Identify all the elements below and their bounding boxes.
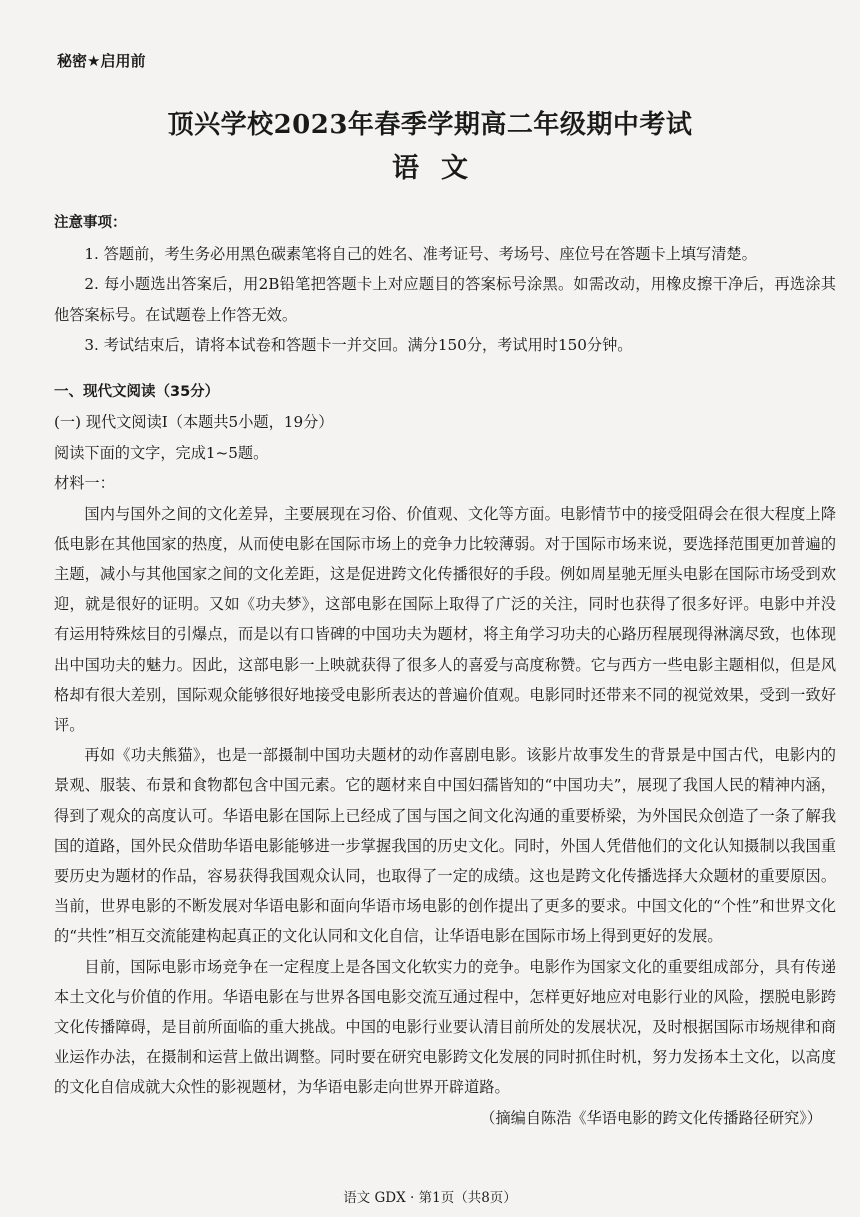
notice-item-1: 1. 答题前，考生务必用黑色碳素笔将自己的姓名、准考证号、考场号、座位号在答题卡上填写清楚。 xyxy=(84,244,757,263)
reading-instruction: 阅读下面的文字，完成1~5题。 xyxy=(54,443,269,462)
exam-title: 顶兴学校2023年春季学期高二年级期中考试 xyxy=(167,110,693,140)
notice-item-3: 3. 考试结束后，请将本试卷和答题卡一并交回。满分150分，考试用时150分钟。 xyxy=(84,336,633,354)
material-label: 材料一： xyxy=(54,474,115,492)
page-footer: 语文 GDX · 第1页（共8页） xyxy=(343,1190,517,1206)
confidential-label: 秘密★启用前 xyxy=(57,52,146,70)
section-subheading: (一) 现代文阅读Ⅰ（本题共5小题，19分） xyxy=(54,413,334,431)
section-heading: 一、现代文阅读（35分） xyxy=(54,383,220,400)
passage-paragraph-3: 目前，国际电影市场竞争在一定程度上是各国文化软实力的竞争。电影作为国家文化的重要组成部分，具有传递本土文化与价值的作用。华语电影在与世界各国电影交流互通过程中，怎样更好地应对电影行业的风险，摆脱电影跨文化传播障碍，是目前所面临的重大挑战。中国的电影行业要认清目前所处的发展状况，及时根据国际市场规律和商业运作办法，在摄制和运营上做出调整。同时要在研究电影跨文化发展的同时抓住时机，努力发扬本土文化，以高度的文化自信成就大众性的影视题材，为华语电影走向世界开辟道路。 xyxy=(54,957,836,1097)
passage-source: （摘编自陈浩《华语电影的跨文化传播路径研究》） xyxy=(480,1108,822,1127)
subject-title: 语文 xyxy=(392,153,490,184)
passage-paragraph-2: 再如《功夫熊猫》，也是一部摄制中国功夫题材的动作喜剧电影。该影片故事发生的背景是中国古代，电影内的景观、服装、布景和食物都包含中国元素。它的题材来自中国妇孺皆知的“中国功夫”，展现了我国人民的精神内涵，得到了观众的高度认可。华语电影在国际上已经成了国与国之间文化沟通的重要桥梁，为外国民众创造了一条了解我国的道路，国外民众借助华语电影能够进一步掌握我国的历史文化。同时，外国人凭借他们的文化认知摄制以我国重要历史为题材的作品，容易获得我国观众认同，也取得了一定的成绩。这也是跨文化传播选择大众题材的重要原因。当前，世界电影的不断发展对华语电影和面向华语市场电影的创作提出了更多的要求。中国文化的“个性”和世界文化的“共性”相互交流能建构起真正的文化认同和文化自信，让华语电影在国际市场上得到更好的发展。 xyxy=(54,746,836,946)
exam-body xyxy=(54,208,836,1133)
notice-item-2: 2. 每小题选出答案后，用2B铅笔把答题卡上对应题目的答案标号涂黑。如需改动，用橡皮擦干净后，再选涂其他答案标号。在试题卷上作答无效。 xyxy=(54,275,836,324)
passage-paragraph-1: 国内与国外之间的文化差异，主要展现在习俗、价值观、文化等方面。电影情节中的接受阻碍会在很大程度上降低电影在其他国家的热度，从而使电影在国际市场上的竞争力比较薄弱。对于国际市场来说，要选择范围更加普遍的主题，减小与其他国家之间的文化差距，这是促进跨文化传播很好的手段。例如周星驰无厘头电影在国际市场受到欢迎，就是很好的证明。又如《功夫梦》，这部电影在国际上取得了广泛的关注，同时也获得了很多好评。电影中并没有运用特殊炫目的引爆点，而是以有口皆碑的中国功夫为题材，将主角学习功夫的心路历程展现得淋漓尽致，也体现出中国功夫的魅力。因此，这部电影一上映就获得了很多人的喜爱与高度称赞。它与西方一些电影主题相似，但是风格却有很大差别，国际观众能够很好地接受电影所表达的普遍价值观。电影同时还带来不同的视觉效果，受到一致好评。 xyxy=(54,504,836,734)
notice-heading: 注意事项： xyxy=(54,215,127,231)
